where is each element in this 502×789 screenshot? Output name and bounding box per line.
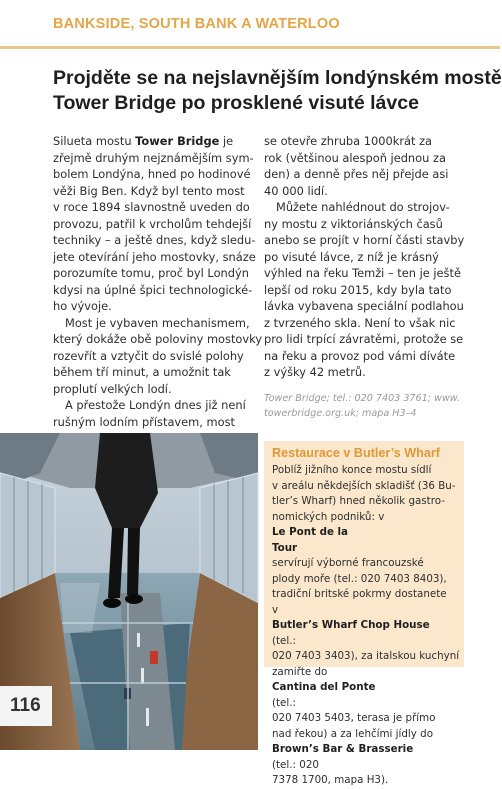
restaurant-sidebar <box>264 441 464 786</box>
text-line: ny mostu z viktoriánských časů <box>264 216 443 231</box>
header-bar <box>0 0 500 49</box>
text-line: v roce 1894 slavnostně uveden do <box>53 200 250 214</box>
text-line: na řeku a provoz pod vámi díváte <box>264 348 456 363</box>
sidebar-line: Tour servírují výborné francouzské <box>272 541 424 569</box>
text-line: porozumíte tomu, proč byl Londýn <box>53 266 249 280</box>
text-line: pro lidi trpící závratěmi, protože se <box>264 332 464 346</box>
text-line: věži Big Ben. Když byl tento most <box>53 183 245 198</box>
text-line: se otevře zhruba 1000krát za <box>264 134 433 148</box>
section-title: BANKSIDE, SOUTH BANK A WATERLOO <box>53 16 340 32</box>
sidebar-title: Restaurace v Butler’s Wharf <box>272 446 440 460</box>
text-line: během tří minut, a umožnit tak <box>53 365 231 379</box>
headline-line: Projděte se na nejslavnějším londýnském mostě <box>53 67 502 89</box>
article-column-right <box>264 133 469 381</box>
text-line: provozu, patřil k vrcholům tehdejší <box>53 216 252 231</box>
sidebar-line: Poblíž jižního konce mostu sídlí <box>272 464 432 476</box>
text-line: z tvrzeného skla. Není to však nic <box>264 315 456 330</box>
text-line: proplutí velkých lodí. <box>53 381 172 396</box>
text-line: 40 000 lidí. <box>264 183 328 198</box>
text-line: rušným lodním přístavem, most <box>53 414 235 429</box>
text-line: bolem Londýna, hned po hodinové <box>53 167 251 181</box>
text-line: anebo se projít v horní části stavby <box>264 233 465 247</box>
text-line: jete otevírání jeho mostovky, snáze <box>53 249 256 264</box>
text-line: Můžete nahlédnout do strojov- <box>276 200 450 214</box>
text-line: Most je vybaven mechanismem, <box>65 315 250 330</box>
sidebar-line: 020 7403 5403, terasa je přímo <box>272 712 436 724</box>
sidebar-line: 7378 1700, mapa H3). <box>272 774 389 786</box>
text-line: rok (většinou alespoň jednou za <box>264 150 446 165</box>
page-number-box <box>0 686 52 726</box>
sidebar-line: Brown’s Bar & Brasserie (tel.: 020 <box>272 743 414 771</box>
text-line: A přestože Londýn dnes již není <box>65 398 246 412</box>
text-line: den) a denně přes něj přejde asi <box>264 167 449 181</box>
text-line: který dokáže obě poloviny mostovky <box>53 332 263 346</box>
headline-line: Tower Bridge po prosklené visuté lávce <box>53 92 419 114</box>
article-column-left <box>53 133 263 430</box>
sidebar-line: plody moře (tel.: 020 7403 8403), <box>272 572 447 585</box>
sidebar-line: tradiční britské pokrmy dostanete <box>272 588 447 600</box>
text-line: po visuté lávce, z níž je krásný <box>264 249 439 264</box>
text-line: rozevřít a vztyčit do svislé polohy <box>53 348 244 363</box>
article-headline <box>53 66 502 116</box>
sidebar-line: v areálu někdejších skladišť (36 Bu- <box>272 479 456 492</box>
text-line: kdysi na úplné špici technologické- <box>53 282 253 297</box>
page-number: 116 <box>10 695 41 716</box>
text-line: výhled na řeku Temži – ten je ještě <box>264 266 461 280</box>
sidebar-line: nad řekou) a za lehčími jídly do <box>272 727 433 740</box>
text-line: Silueta mostu Tower Bridge je <box>53 134 234 148</box>
sidebar-line: nomických podniků: v Le Pont de la <box>272 510 385 538</box>
sidebar-line: tler’s Wharf) hned několik gastro- <box>272 495 445 507</box>
sidebar-line: 020 7403 3403), za italskou kuchyní <box>272 650 460 662</box>
sidebar-line: zamiřte do Cantina del Ponte (tel.: <box>272 665 376 709</box>
text-line: lepší od roku 2015, kdy byla tato <box>264 282 452 297</box>
text-line: techniky – a ještě dnes, když sledu- <box>53 233 256 247</box>
text-line: zřejmě druhým nejznámějším sym- <box>53 150 254 165</box>
sidebar-body <box>272 463 460 789</box>
sidebar-line: v Butler’s Wharf Chop House (tel.: <box>272 603 430 647</box>
text-line: ho vývoje. <box>53 299 112 313</box>
text-line: z výšky 42 metrů. <box>264 365 366 379</box>
photo-credit: Tower Bridge; tel.: 020 7403 3761; www. towerbridge.org.uk; mapa H3–4 <box>264 393 461 419</box>
text-line: lávka vybavena speciální podlahou <box>264 299 464 313</box>
